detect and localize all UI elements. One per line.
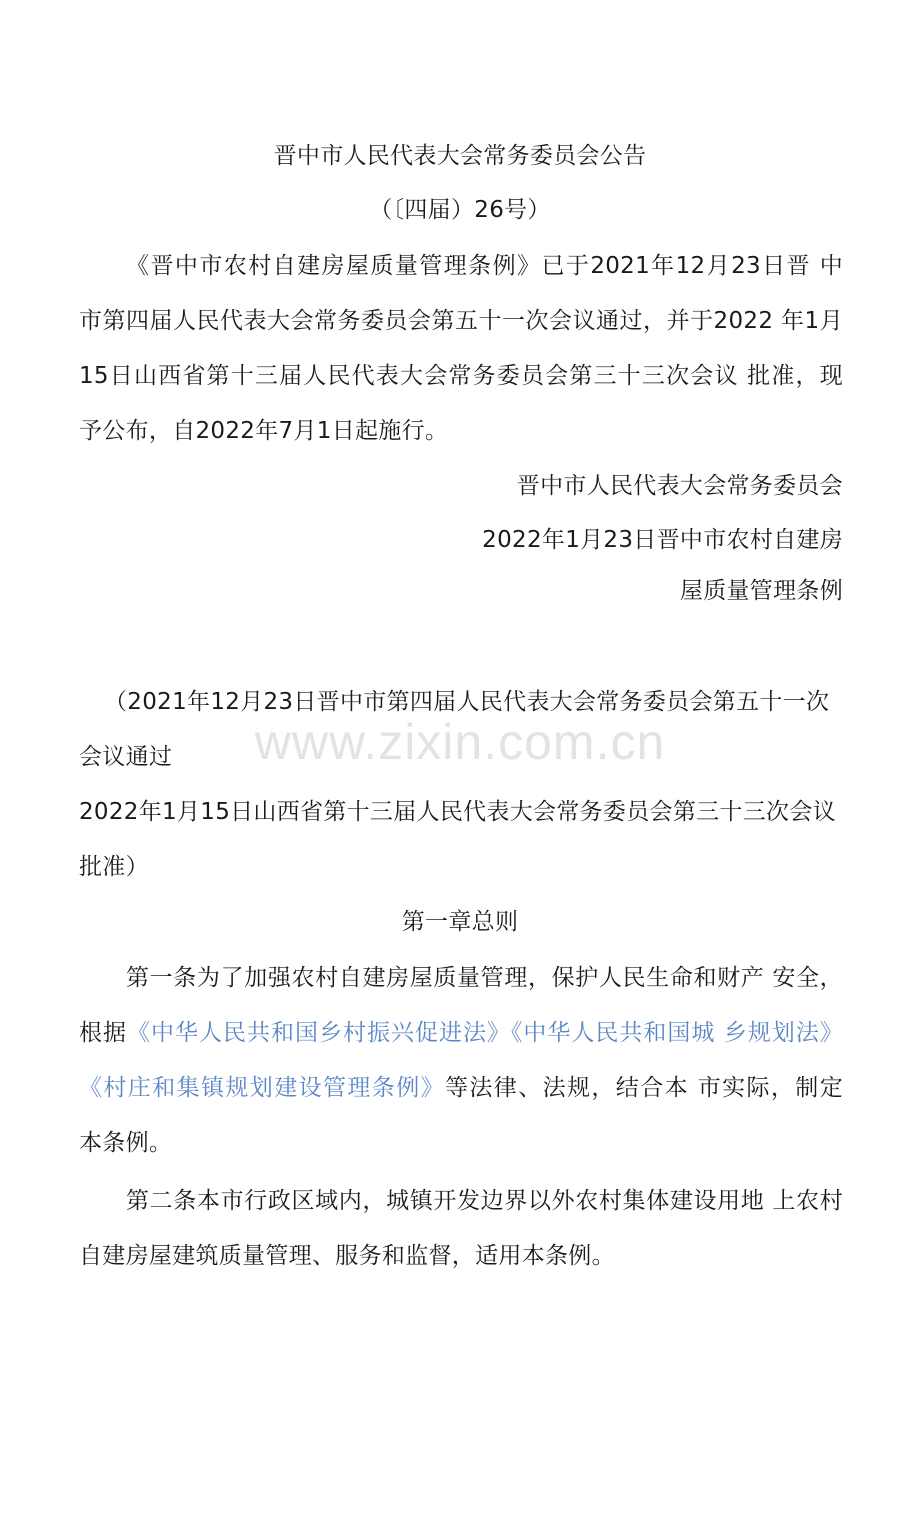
article1-line-2 <box>79 1018 843 1048</box>
signature-title-tail: 屋质量管理条例 <box>679 578 843 604</box>
document-number: （〔四届）26号） <box>369 197 551 223</box>
adoption-note-line-2: 会议通过 <box>79 744 173 770</box>
adoption-note-line-1: （2021年12月23日晋中市第四届人民代表大会常务委员会第五十一次 <box>104 689 830 715</box>
article1-line-3 <box>79 1073 843 1103</box>
announcement-line-4: 予公布，自2022年7月1日起施行。 <box>79 418 449 444</box>
chapter-heading: 第一章总则 <box>401 909 519 935</box>
article1-line-4: 本条例。 <box>79 1130 173 1156</box>
announcement-line-2: 市第四届人民代表大会常务委员会第五十一次会议通过，并于2022 年1月 <box>79 308 843 334</box>
article1-prefix: 根据 <box>79 1020 127 1046</box>
article1-line-3-rest: 等法律、法规，结合本 市实际，制定 <box>445 1075 843 1101</box>
announcement-line-1: 《晋中市农村自建房屋质量管理条例》已于2021年12月23日晋 中 <box>126 253 843 279</box>
law-link-urban-rural-planning[interactable]: 《中华人民共和国城 乡规划法》 <box>510 1020 843 1046</box>
article2-line-2: 自建房屋建筑质量管理、服务和监督，适用本条例。 <box>79 1243 615 1269</box>
adoption-note-line-3: 2022年1月15日山西省第十三届人民代表大会常务委员会第三十三次会议 <box>79 799 836 825</box>
adoption-note-line-4: 批准） <box>79 854 149 880</box>
article1-line-1: 第一条为了加强农村自建房屋质量管理，保护人民生命和财产 安全， <box>126 965 843 991</box>
watermark: www.zixin.com.cn <box>254 714 666 770</box>
announcement-line-3: 15日山西省第十三届人民代表大会常务委员会第三十三次会议 批准，现 <box>79 363 843 389</box>
signature-org: 晋中市人民代表大会常务委员会 <box>516 473 843 499</box>
article2-line-1: 第二条本市行政区域内，城镇开发边界以外农村集体建设用地 上农村 <box>126 1188 843 1214</box>
law-link-village-planning[interactable]: 《村庄和集镇规划建设管理条例》 <box>79 1075 445 1101</box>
signature-date: 2022年1月23日晋中市农村自建房 <box>482 527 843 553</box>
law-link-rural-revitalization[interactable]: 《中华人民共和国乡村振兴促进法》 <box>127 1020 511 1046</box>
document-title: 晋中市人民代表大会常务委员会公告 <box>273 143 647 169</box>
